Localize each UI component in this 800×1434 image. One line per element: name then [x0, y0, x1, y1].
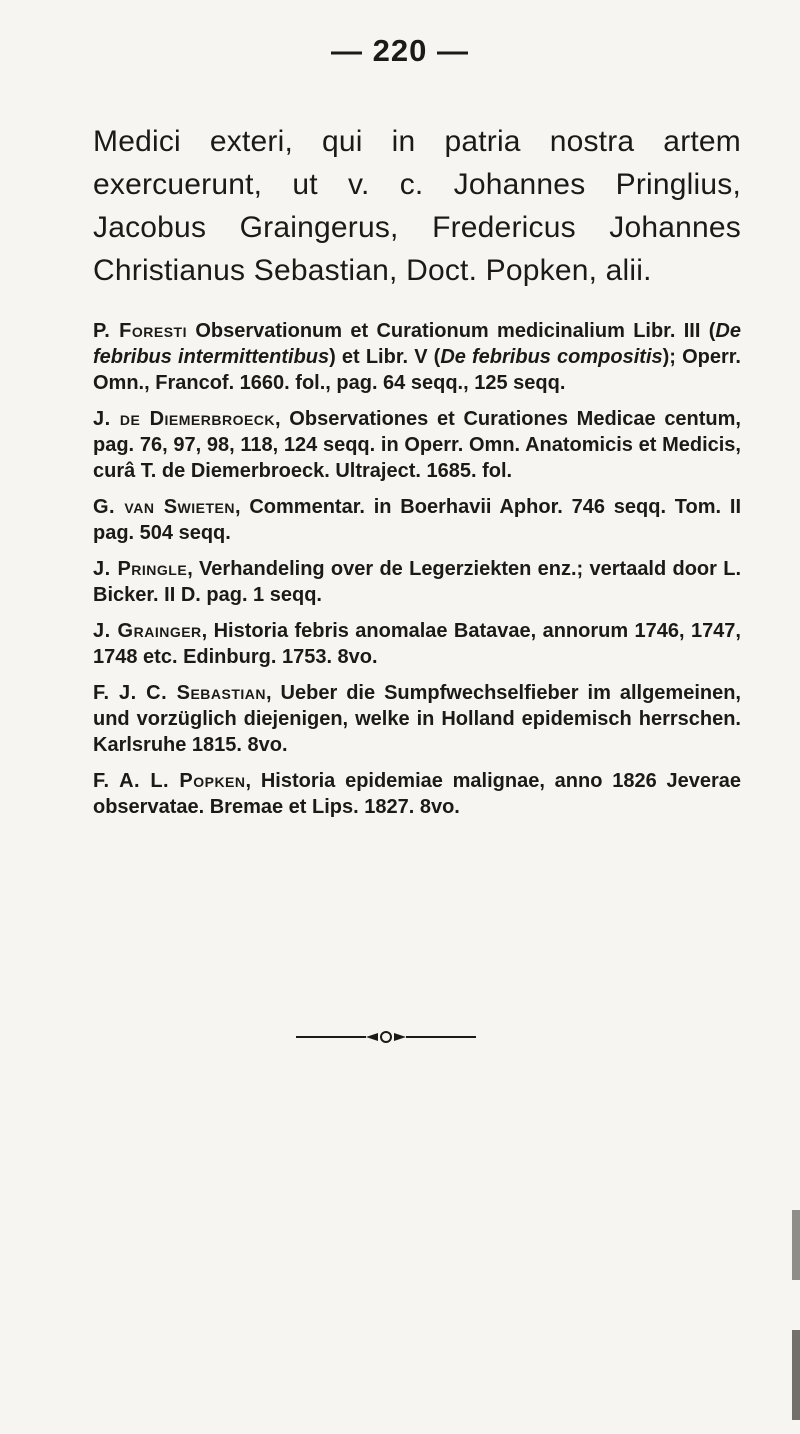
reference-item	[93, 406, 741, 484]
page-edge-shadow	[792, 1210, 800, 1280]
page-edge-shadow	[792, 1330, 800, 1420]
reference-text: , Observationes et Curationes Medicae centum, pag. 76, 97, 98, 118, 124 seqq. in Operr. Omn. Anatomicis et Medicis, curâ T. de Diemerbroeck. Ultraject. 1685. fol.	[93, 408, 741, 482]
reference-author: F. J. C. Sebastian	[93, 682, 267, 704]
reference-item	[93, 618, 741, 670]
reference-text: , Historia febris anomalae Batavae, annorum 1746, 1747, 1748 etc. Edinburg. 1753. 8vo.	[93, 620, 741, 668]
reference-author: P. Foresti	[93, 320, 187, 342]
reference-item	[93, 494, 741, 546]
reference-author: J. Pringle	[93, 558, 188, 580]
reference-text: , Historia epidemiae malignae, anno 1826 Jeverae observatae. Bremae et Lips. 1827. 8vo.	[93, 770, 741, 818]
reference-item	[93, 680, 741, 758]
intro-paragraph: Medici exteri, qui in patria nostra artem exercuerunt, ut v. c. Johannes Pringlius, Jacobus Graingerus, Fredericus Johannes Christianus Sebastian, Doct. Popken, alii.	[93, 125, 741, 287]
reference-text: ); Operr. Omn., Francof. 1660. fol., pag. 64 seqq., 125 seqq.	[93, 346, 741, 394]
reference-item	[93, 318, 741, 396]
reference-author: J. de Diemerbroeck	[93, 408, 276, 430]
reference-text: , Ueber die Sumpfwechselfieber im allgemeinen, und vorzüglich diejenigen, welke in Holland epidemisch herrschen. Karlsruhe 1815. 8vo.	[93, 682, 741, 756]
reference-item	[93, 556, 741, 608]
reference-author: F. A. L. Popken	[93, 770, 246, 792]
reference-italic-title: De febribus compositis	[440, 346, 663, 368]
reference-item	[93, 768, 741, 820]
ornament-divider-icon	[296, 1030, 476, 1044]
page-number: — 220 —	[331, 33, 469, 68]
reference-text: , Verhandeling over de Legerziekten enz.; vertaald door L. Bicker. II D. pag. 1 seqq.	[93, 558, 741, 606]
reference-italic-title: De febribus intermittentibus	[93, 320, 741, 368]
reference-author: J. Grainger	[93, 620, 202, 642]
reference-author: G. van Swieten	[93, 496, 235, 518]
reference-list	[93, 318, 741, 830]
reference-text: ) et Libr. V (	[329, 346, 441, 368]
reference-text: , Commentar. in Boerhavii Aphor. 746 seqq. Tom. II pag. 504 seqq.	[93, 496, 741, 544]
reference-text: Observationum et Curationum medicinalium Libr. III (	[187, 320, 716, 342]
